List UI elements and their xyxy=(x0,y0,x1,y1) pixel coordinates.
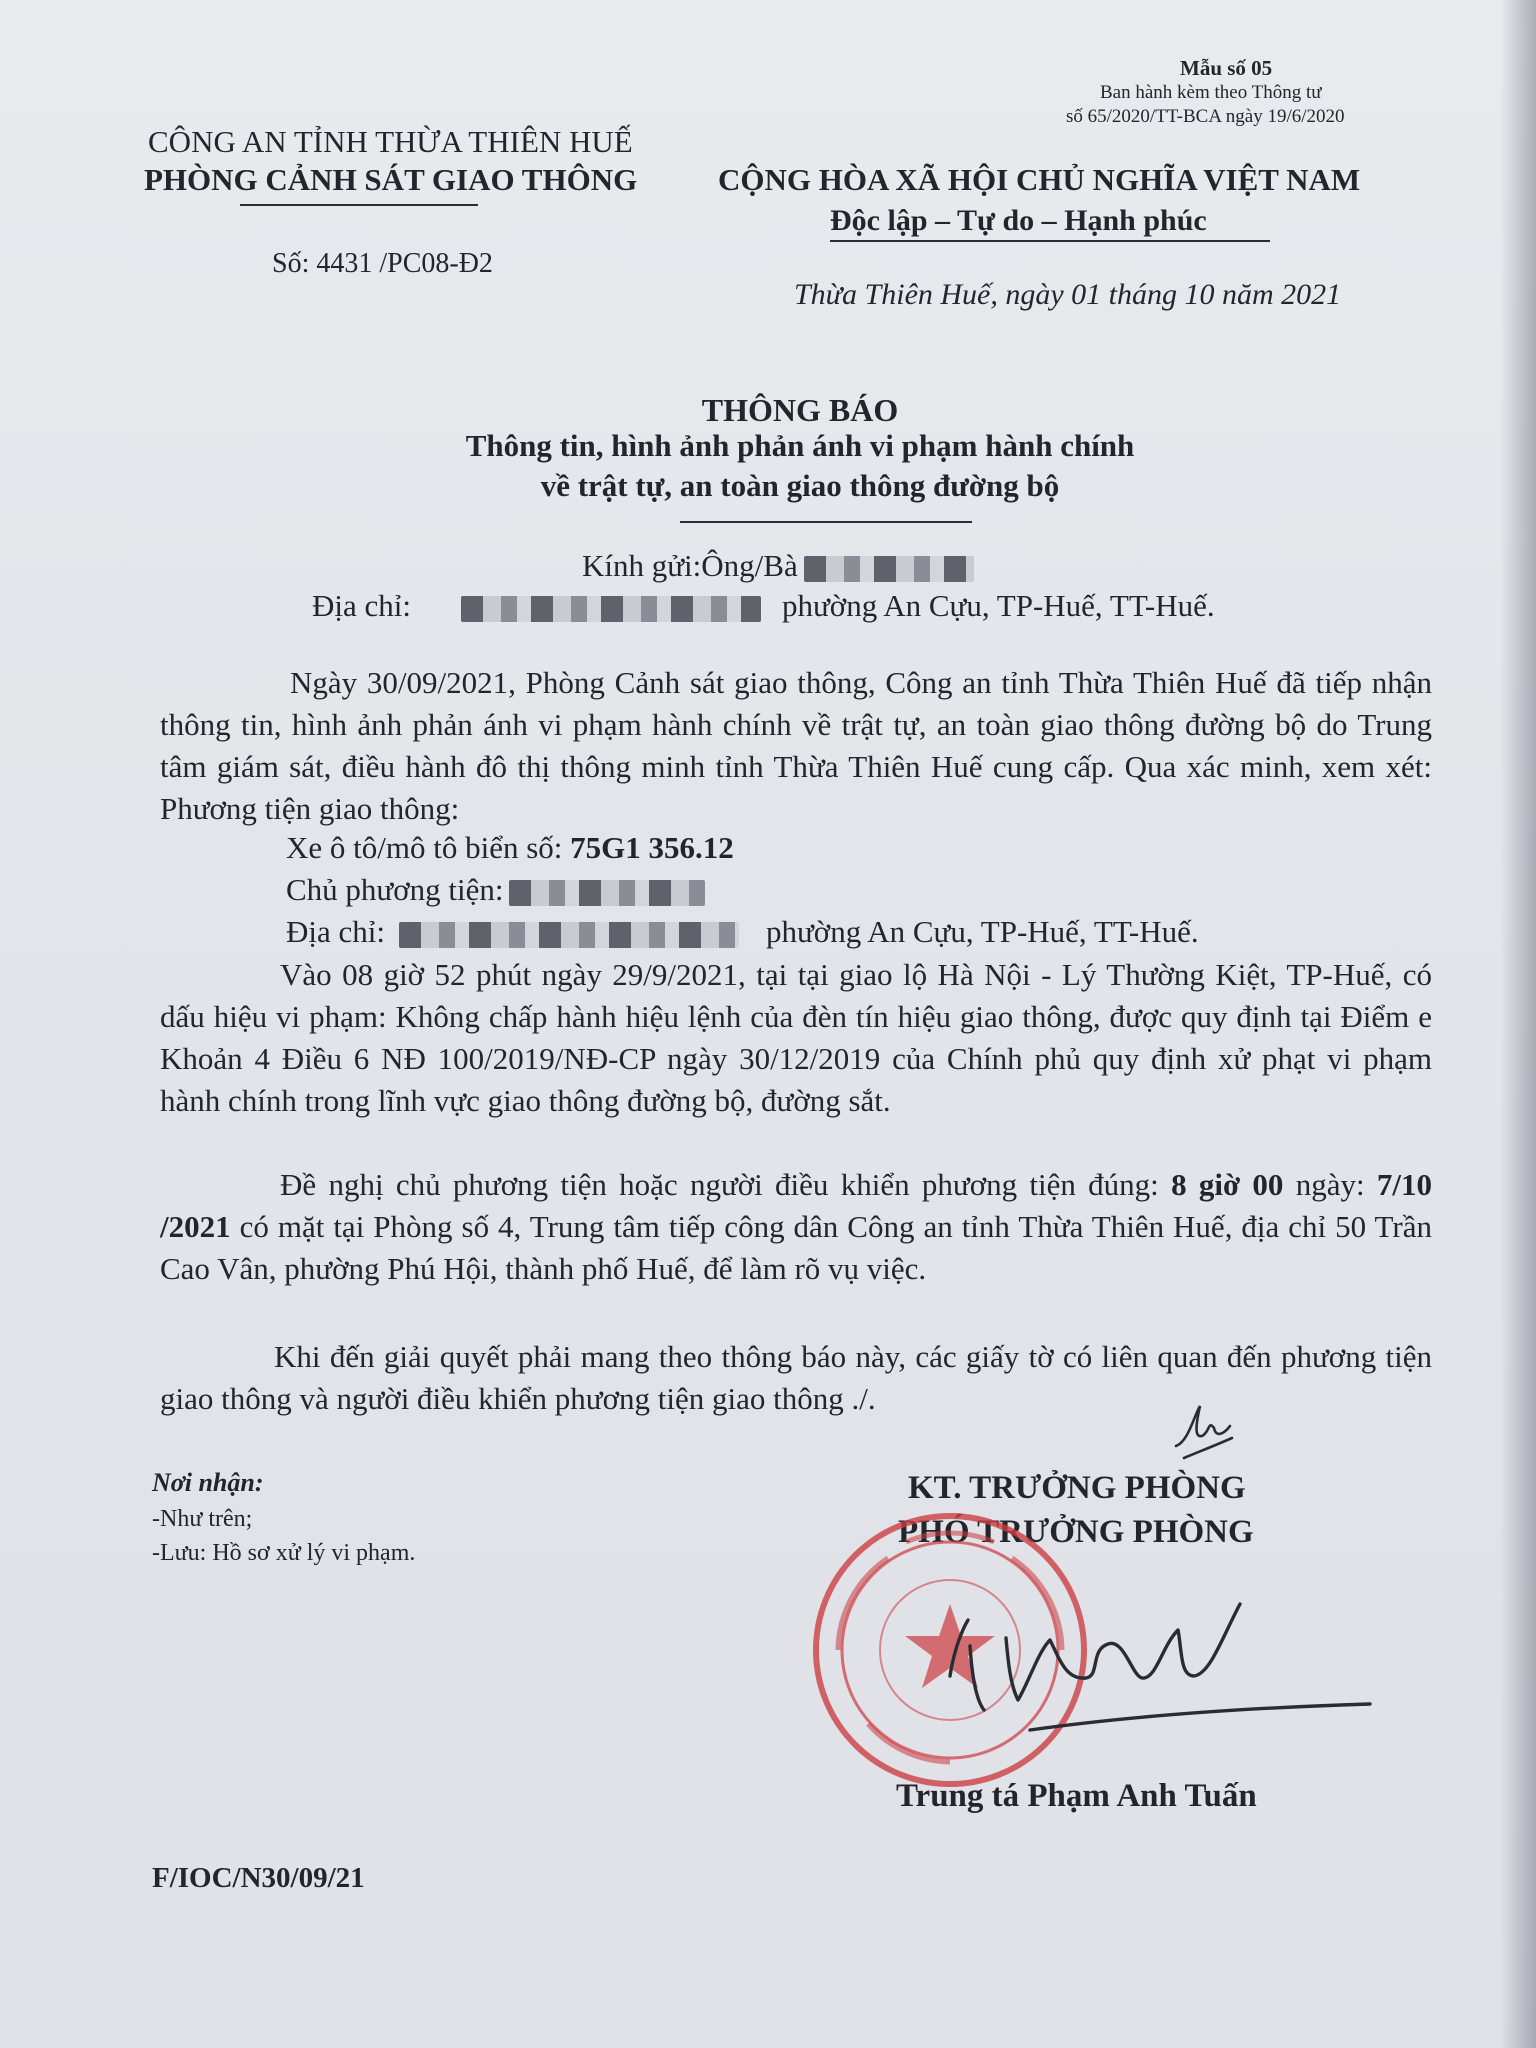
owner-address-label: Địa chỉ: xyxy=(286,914,385,949)
recipients-item-2: -Lưu: Hồ sơ xử lý vi phạm. xyxy=(152,1540,416,1566)
document-title: THÔNG BÁO xyxy=(701,392,899,428)
document-subtitle-1: Thông tin, hình ảnh phản ánh vi phạm hành chính xyxy=(465,428,1135,463)
document-subtitle-2: về trật tự, an toàn giao thông đường bộ xyxy=(540,468,1060,503)
paragraph-summons xyxy=(160,1164,1432,1290)
document-date: Thừa Thiên Huế, ngày 01 tháng 10 năm 2021 xyxy=(794,278,1342,311)
plate-line xyxy=(286,830,734,866)
agency-name: CÔNG AN TỈNH THỪA THIÊN HUẾ xyxy=(148,124,633,159)
form-issued-line1: Ban hành kèm theo Thông tư xyxy=(1100,82,1322,103)
summons-time: 8 giờ 00 xyxy=(1171,1167,1284,1202)
handwritten-signature-icon xyxy=(910,1580,1380,1740)
document-number: Số: 4431 /PC08-Đ2 xyxy=(272,248,493,279)
signature-title-1: KT. TRƯỞNG PHÒNG xyxy=(908,1470,1246,1506)
address-value: phường An Cựu, TP-Huế, TT-Huế. xyxy=(782,588,1215,623)
recipients-item-1: -Như trên; xyxy=(152,1506,253,1532)
signer-name: Trung tá Phạm Anh Tuấn xyxy=(896,1778,1257,1814)
owner-line xyxy=(286,872,705,908)
recipient-line xyxy=(582,548,974,584)
redacted-address xyxy=(461,596,761,622)
plate-number: 75G1 356.12 xyxy=(570,830,734,865)
title-underline xyxy=(680,521,972,523)
plate-label: Xe ô tô/mô tô biển số: xyxy=(286,830,571,865)
recipients-heading: Nơi nhận: xyxy=(152,1468,264,1497)
owner-label: Chủ phương tiện: xyxy=(286,872,504,907)
summons-date: 7/10 /2021 xyxy=(160,1167,1433,1244)
summons-text-c: có mặt tại Phòng số 4, Trung tâm tiếp công dân Công an tỉnh Thừa Thiên Huế, địa chỉ 50 Trần Cao Vân, phường Phú Hội, thành phố Huế, để làm rõ vụ việc. xyxy=(160,1209,1432,1286)
national-motto: Độc lập – Tự do – Hạnh phúc xyxy=(830,204,1207,237)
summons-text-b: ngày: xyxy=(1283,1167,1377,1202)
summons-text-a: Đề nghị chủ phương tiện hoặc người điều khiển phương tiện đúng: xyxy=(280,1167,1172,1202)
form-number: Mẫu số 05 xyxy=(1180,56,1273,80)
owner-address-value: phường An Cựu, TP-Huế, TT-Huế. xyxy=(766,914,1199,949)
owner-address-line xyxy=(286,914,1199,950)
paragraph-instructions: Khi đến giải quyết phải mang theo thông báo này, các giấy tờ có liên quan đến phương tiện giao thông và người điều khiển phương tiện giao thông ./. xyxy=(160,1339,1432,1416)
signature-title-2: PHÓ TRƯỞNG PHÒNG xyxy=(898,1514,1254,1550)
recipient-label: Kính gửi:Ông/Bà xyxy=(582,548,798,583)
redacted-owner-address xyxy=(399,922,739,948)
footer-code: F/IOC/N30/09/21 xyxy=(152,1862,365,1894)
redacted-name xyxy=(804,556,974,582)
agency-department: PHÒNG CẢNH SÁT GIAO THÔNG xyxy=(144,162,638,197)
national-title: CỘNG HÒA XÃ HỘI CHỦ NGHĨA VIỆT NAM xyxy=(718,162,1361,197)
page-edge-shadow xyxy=(1500,0,1536,2048)
agency-underline xyxy=(240,204,478,206)
recipient-address xyxy=(312,588,1215,624)
paragraph-intro: Ngày 30/09/2021, Phòng Cảnh sát giao thông, Công an tỉnh Thừa Thiên Huế đã tiếp nhận thông tin, hình ảnh phản ánh vi phạm hành chính về trật tự, an toàn giao thông đường bộ do Trung tâm giám sát, điều hành đô thị thông minh tỉnh Thừa Thiên Huế cung cấp. Qua xác minh, xem xét: Phương tiện giao thông: xyxy=(160,665,1432,826)
motto-underline xyxy=(830,240,1270,242)
initial-mark-icon xyxy=(1170,1398,1240,1464)
paragraph-violation: Vào 08 giờ 52 phút ngày 29/9/2021, tại tại giao lộ Hà Nội - Lý Thường Kiệt, TP-Huế, có dấu hiệu vi phạm: Không chấp hành hiệu lệnh của đèn tín hiệu giao thông, được quy định tại Điểm e Khoản 4 Điều 6 NĐ 100/2019/NĐ-CP ngày 30/12/2019 của Chính phủ quy định xử phạt vi phạm hành chính trong lĩnh vực giao thông đường bộ, đường sắt. xyxy=(160,957,1432,1118)
form-issued-line2: số 65/2020/TT-BCA ngày 19/6/2020 xyxy=(1066,106,1345,127)
redacted-owner xyxy=(509,880,705,906)
address-label: Địa chỉ: xyxy=(312,588,411,623)
